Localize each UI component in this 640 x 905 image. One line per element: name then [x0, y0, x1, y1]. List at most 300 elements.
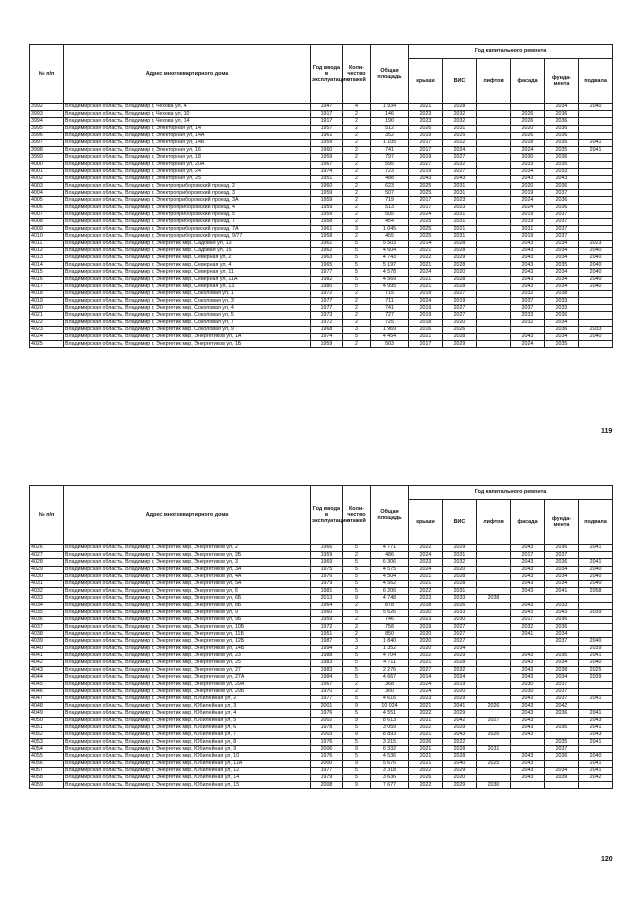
row-address: Владимирская область, Владимир г, Электорная ул, 14А [64, 132, 311, 139]
row-facade-year: 2026 [511, 111, 545, 118]
table-row [30, 154, 613, 161]
row-address: Владимирская область, Владимир г, Энергетик мкр, Соколовая ул, 5 [64, 312, 311, 319]
row-address: Владимирская область, Владимир г, Электорная ул, 16 [64, 147, 311, 154]
header-num: № п/п [30, 45, 64, 104]
row-floors: 5 [343, 334, 371, 341]
row-foundation-year: 2036 [545, 652, 579, 659]
row-area: 1 840 [371, 638, 409, 645]
row-basement-year: 2040 [579, 334, 613, 341]
row-lifts-year [477, 624, 511, 631]
table-row [30, 588, 613, 595]
row-address: Владимирская область, Владимир г, Энергетик мкр, Северная ул, 4 [64, 262, 311, 269]
row-floors: 2 [343, 139, 371, 146]
row-number: 3999 [30, 154, 64, 161]
row-area: 4 575 [371, 566, 409, 573]
row-address: Владимирская область, Владимир г, Энергетик мкр, Энергетиков ул, 3 [64, 559, 311, 566]
row-vis-year: 2027 [443, 154, 477, 161]
header-lifts: лифтов [477, 59, 511, 104]
row-foundation-year: 2035 [545, 161, 579, 168]
row-roof-year: 2024 [409, 552, 443, 559]
row-facade-year: 2043 [511, 588, 545, 595]
row-address: Владимирская область, Владимир г, Энергетик мкр, Энергетиков ул, 27А [64, 674, 311, 681]
table-row [30, 319, 613, 326]
row-foundation-year: 2037 [545, 211, 579, 218]
row-foundation-year: 2038 [545, 290, 579, 297]
row-address: Владимирская область, Владимир г, Электроприборовский проезд, 7А [64, 226, 311, 233]
header-facade: фасада [511, 59, 545, 104]
header-year-built: Год ввода в эксплуатацию [311, 486, 343, 545]
row-facade-year: 2043 [511, 724, 545, 731]
row-foundation-year [545, 731, 579, 738]
row-year-built: 1959 [311, 552, 343, 559]
row-year-built: 1978 [311, 724, 343, 731]
row-lifts-year [477, 154, 511, 161]
header-area: Общая площадь [371, 45, 409, 104]
row-floors: 2 [343, 631, 371, 638]
row-vis-year: 2020 [443, 566, 477, 573]
table-row [30, 290, 613, 297]
row-lifts-year [477, 147, 511, 154]
table-row [30, 681, 613, 688]
row-facade-year: 2043 [511, 334, 545, 341]
row-roof-year: 2023 [409, 118, 443, 125]
row-basement-year: 2058 [579, 588, 613, 595]
row-address: Владимирская область, Владимир г, Электроприборовский проезд, 5 [64, 211, 311, 218]
row-vis-year: 2032 [443, 118, 477, 125]
row-foundation-year: 2034 [545, 334, 579, 341]
row-number: 4040 [30, 645, 64, 652]
row-foundation-year: 2037 [545, 746, 579, 753]
row-number: 4001 [30, 168, 64, 175]
row-area: 1 105 [371, 139, 409, 146]
row-area: 507 [371, 190, 409, 197]
row-basement-year: 2043 [579, 717, 613, 724]
header-basement: подвала [579, 59, 613, 104]
row-lifts-year [477, 139, 511, 146]
row-year-built: 1958 [311, 233, 343, 240]
row-basement-year: 2040 [579, 573, 613, 580]
row-address: Владимирская область, Владимир г, Электорная ул, 24 [64, 168, 311, 175]
header-repair-group: Год капитального ремонта [409, 45, 613, 59]
row-address: Владимирская область, Владимир г, Энергетик мкр, Северная ул, 2 [64, 254, 311, 261]
row-foundation-year: 2036 [545, 624, 579, 631]
table-row [30, 298, 613, 305]
row-area: 505 [371, 211, 409, 218]
row-roof-year: 2019 [409, 305, 443, 312]
table-row [30, 631, 613, 638]
row-lifts-year [477, 767, 511, 774]
row-year-built: 1972 [311, 624, 343, 631]
row-roof-year: 2021 [409, 746, 443, 753]
row-foundation-year: 2039 [545, 775, 579, 782]
row-floors: 2 [343, 341, 371, 348]
row-lifts-year [477, 168, 511, 175]
row-vis-year: 2028 [443, 660, 477, 667]
row-vis-year: 2029 [443, 724, 477, 731]
row-lifts-year [477, 190, 511, 197]
row-area: 1 352 [371, 645, 409, 652]
row-year-built: 1969 [311, 559, 343, 566]
row-basement-year: 2039 [579, 645, 613, 652]
row-vis-year: 2023 [443, 204, 477, 211]
row-number: 4048 [30, 703, 64, 710]
table-row [30, 746, 613, 753]
row-basement-year [579, 175, 613, 182]
row-roof-year: 2017 [409, 341, 443, 348]
row-floors: 5 [343, 566, 371, 573]
row-lifts-year [477, 211, 511, 218]
row-lifts-year [477, 319, 511, 326]
header-address: Адрес многоквартирного дома [64, 45, 311, 104]
row-year-built: 1976 [311, 573, 343, 580]
row-facade-year: 2032 [511, 319, 545, 326]
row-year-built: 1977 [311, 767, 343, 774]
row-foundation-year [545, 595, 579, 602]
row-basement-year: 2023 [579, 240, 613, 247]
row-facade-year: 2043 [511, 753, 545, 760]
row-facade-year: 2019 [511, 233, 545, 240]
row-area: 711 [371, 298, 409, 305]
row-roof-year: 2025 [409, 183, 443, 190]
row-roof-year: 2021 [409, 276, 443, 283]
row-vis-year: 2029 [443, 695, 477, 702]
row-area: 723 [371, 168, 409, 175]
row-vis-year: 2026 [443, 326, 477, 333]
table-row [30, 595, 613, 602]
row-lifts-year [477, 739, 511, 746]
row-year-built: 1917 [311, 111, 343, 118]
row-number: 4047 [30, 695, 64, 702]
row-vis-year: 2032 [443, 559, 477, 566]
row-lifts-year [477, 681, 511, 688]
row-number: 4026 [30, 545, 64, 552]
row-vis-year: 2024 [443, 147, 477, 154]
row-foundation-year: 2035 [545, 739, 579, 746]
row-foundation-year: 2035 [545, 341, 579, 348]
row-roof-year: 2026 [409, 739, 443, 746]
row-basement-year: 2040 [579, 580, 613, 587]
row-year-built: 1961 [311, 132, 343, 139]
row-floors: 5 [343, 573, 371, 580]
row-vis-year: 2031 [443, 190, 477, 197]
row-address: Владимирская область, Владимир г, Энергетик мкр, Энергетиков ул, 29Б [64, 688, 311, 695]
row-area: 4 704 [371, 652, 409, 659]
row-floors: 2 [343, 211, 371, 218]
row-number: 4030 [30, 573, 64, 580]
row-year-built: 1976 [311, 739, 343, 746]
row-vis-year: 2032 [443, 111, 477, 118]
row-foundation-year: 2037 [545, 681, 579, 688]
row-basement-year [579, 782, 613, 789]
row-number: 4028 [30, 559, 64, 566]
table-row [30, 645, 613, 652]
row-roof-year: 2027 [409, 161, 443, 168]
row-address: Владимирская область, Владимир г, Энергетик мкр, Юбилейная ул, 14 [64, 775, 311, 782]
row-year-built: 1960 [311, 147, 343, 154]
row-address: Владимирская область, Владимир г, Энергетик мкр, Энергетиков ул, 14Б [64, 645, 311, 652]
row-facade-year: 2032 [511, 624, 545, 631]
row-vis-year: 2030 [443, 616, 477, 623]
row-facade-year: 2020 [511, 125, 545, 132]
row-foundation-year: 2037 [545, 219, 579, 226]
row-basement-year: 2041 [579, 739, 613, 746]
row-roof-year: 2026 [409, 125, 443, 132]
row-roof-year: 2018 [409, 319, 443, 326]
row-area: 486 [371, 552, 409, 559]
row-roof-year: 2027 [409, 667, 443, 674]
table-row [30, 175, 613, 182]
row-number: 4053 [30, 739, 64, 746]
row-address: Владимирская область, Владимир г, Энергетик мкр, Садовая ул, 15 [64, 247, 311, 254]
row-year-built: 2002 [311, 717, 343, 724]
row-facade-year: 2043 [511, 667, 545, 674]
row-facade-year: 2031 [511, 226, 545, 233]
row-vis-year: 2028 [443, 104, 477, 111]
document-page-119 [0, 0, 640, 452]
row-area: 4 995 [371, 283, 409, 290]
row-address: Владимирская область, Владимир г, Энергетик мкр, Юбилейная ул, 4 [64, 710, 311, 717]
row-facade-year: 2020 [511, 183, 545, 190]
row-roof-year: 2020 [409, 631, 443, 638]
table-row [30, 125, 613, 132]
row-address: Владимирская область, Владимир г, Энергетик мкр, Садовая ул, 13 [64, 240, 311, 247]
row-lifts-year [477, 559, 511, 566]
table-body [30, 545, 613, 789]
table-row [30, 731, 613, 738]
table-row [30, 638, 613, 645]
row-facade-year: 2043 [511, 717, 545, 724]
row-foundation-year: 2037 [545, 552, 579, 559]
row-lifts-year [477, 602, 511, 609]
row-lifts-year [477, 262, 511, 269]
row-lifts-year [477, 276, 511, 283]
row-roof-year: 2017 [409, 139, 443, 146]
row-address: Владимирская область, Владимир г, Энергетик мкр, Энергетиков ул, 6Б [64, 595, 311, 602]
table-row [30, 775, 613, 782]
header-facade: фасада [511, 500, 545, 545]
row-floors: 5 [343, 667, 371, 674]
row-year-built: 1979 [311, 580, 343, 587]
row-roof-year: 2021 [409, 703, 443, 710]
row-roof-year: 2020 [409, 638, 443, 645]
row-number: 3992 [30, 104, 64, 111]
row-year-built: 1977 [311, 269, 343, 276]
row-floors: 5 [343, 269, 371, 276]
row-number: 4050 [30, 717, 64, 724]
row-foundation-year: 2043 [545, 609, 579, 616]
row-address: Владимирская область, Владимир г, Энергетик мкр, Энергетиков ул, 6 [64, 588, 311, 595]
row-facade-year [511, 595, 545, 602]
row-basement-year: 2039 [579, 674, 613, 681]
header-foundation: фунда-мента [545, 59, 579, 104]
row-vis-year: 2042 [443, 717, 477, 724]
row-floors: 9 [343, 717, 371, 724]
row-floors: 3 [343, 226, 371, 233]
row-roof-year: 2022 [409, 710, 443, 717]
row-vis-year: 2043 [443, 731, 477, 738]
row-area: 741 [371, 305, 409, 312]
row-floors: 3 [343, 645, 371, 652]
row-vis-year: 2027 [443, 638, 477, 645]
row-number: 4056 [30, 760, 64, 767]
row-vis-year: 2029 [443, 767, 477, 774]
row-facade-year [511, 104, 545, 111]
row-number: 4029 [30, 566, 64, 573]
row-facade-year: 2043 [511, 760, 545, 767]
row-area: 4 604 [371, 247, 409, 254]
row-vis-year: 2031 [443, 183, 477, 190]
row-area: 741 [371, 147, 409, 154]
row-basement-year: 2033 [579, 326, 613, 333]
row-vis-year: 2028 [443, 240, 477, 247]
row-floors: 5 [343, 674, 371, 681]
row-number: 4004 [30, 190, 64, 197]
row-lifts-year [477, 616, 511, 623]
row-number: 4035 [30, 609, 64, 616]
table-row [30, 240, 613, 247]
row-basement-year: 2025 [579, 667, 613, 674]
row-roof-year: 2024 [409, 211, 443, 218]
row-area: 2 276 [371, 667, 409, 674]
row-area: 4 578 [371, 269, 409, 276]
row-basement-year: 2041 [579, 545, 613, 552]
row-foundation-year: 2043 [545, 175, 579, 182]
row-floors: 4 [343, 104, 371, 111]
row-basement-year: 2040 [579, 254, 613, 261]
row-vis-year: 2027 [443, 631, 477, 638]
row-year-built: 1959 [311, 139, 343, 146]
row-foundation-year: 2034 [545, 566, 579, 573]
row-address: Владимирская область, Владимир г, Энергетик мкр, Энергетиков ул, 9 [64, 609, 311, 616]
row-vis-year: 2026 [443, 602, 477, 609]
row-lifts-year [477, 660, 511, 667]
row-facade-year [511, 326, 545, 333]
header-roof: крыши [409, 500, 443, 545]
row-address: Владимирская область, Владимир г, Энергетик мкр, Северная ул, 11А [64, 276, 311, 283]
row-facade-year: 2043 [511, 775, 545, 782]
row-facade-year: 2043 [511, 767, 545, 774]
row-area: 878 [371, 602, 409, 609]
capital-repair-table [29, 44, 613, 348]
row-year-built: 1964 [311, 602, 343, 609]
row-floors: 5 [343, 276, 371, 283]
row-number: 4023 [30, 326, 64, 333]
row-year-built: 1968 [311, 326, 343, 333]
table-row [30, 190, 613, 197]
row-lifts-year [477, 312, 511, 319]
row-floors: 2 [343, 190, 371, 197]
header-lifts: лифтов [477, 500, 511, 545]
row-number: 4013 [30, 254, 64, 261]
row-address: Владимирская область, Владимир г, Энергетик мкр, Юбилейная ул, 2 [64, 695, 311, 702]
row-foundation-year: 2036 [545, 559, 579, 566]
row-foundation-year: 2036 [545, 125, 579, 132]
header-num: № п/п [30, 486, 64, 545]
row-roof-year: 2022 [409, 767, 443, 774]
row-area: 3 059 [371, 724, 409, 731]
row-vis-year: 2020 [443, 775, 477, 782]
row-lifts-year [477, 204, 511, 211]
row-foundation-year: 2036 [545, 545, 579, 552]
row-year-built: 1965 [311, 262, 343, 269]
row-facade-year: 2043 [511, 276, 545, 283]
row-year-built: 1974 [311, 334, 343, 341]
row-facade-year: 2043 [511, 175, 545, 182]
row-foundation-year: 2036 [545, 111, 579, 118]
row-basement-year: 2042 [579, 775, 613, 782]
row-year-built: 2006 [311, 746, 343, 753]
row-foundation-year: 2037 [545, 226, 579, 233]
row-facade-year: 2033 [511, 312, 545, 319]
row-foundation-year: 2035 [545, 139, 579, 146]
row-foundation-year: 2036 [545, 204, 579, 211]
row-roof-year: 2025 [409, 219, 443, 226]
row-lifts-year [477, 631, 511, 638]
row-roof-year: 2017 [409, 204, 443, 211]
row-roof-year: 2021 [409, 731, 443, 738]
table-row [30, 609, 613, 616]
row-area: 6 332 [371, 746, 409, 753]
row-roof-year: 2021 [409, 283, 443, 290]
row-foundation-year: 2034 [545, 240, 579, 247]
row-foundation-year: 2036 [545, 326, 579, 333]
row-basement-year [579, 125, 613, 132]
row-floors: 2 [343, 147, 371, 154]
row-foundation-year: 2037 [545, 233, 579, 240]
row-floors: 2 [343, 219, 371, 226]
table-row [30, 580, 613, 587]
row-number: 4000 [30, 161, 64, 168]
row-vis-year: 2029 [443, 254, 477, 261]
row-basement-year [579, 319, 613, 326]
row-basement-year: 2041 [579, 559, 613, 566]
row-foundation-year: 2034 [545, 319, 579, 326]
row-number: 4012 [30, 247, 64, 254]
row-basement-year: 2041 [579, 710, 613, 717]
row-foundation-year: 2035 [545, 147, 579, 154]
row-basement-year [579, 197, 613, 204]
row-number: 4046 [30, 688, 64, 695]
row-facade-year: 2026 [511, 132, 545, 139]
table-row [30, 326, 613, 333]
row-address: Владимирская область, Владимир г, Энергетик мкр, Энергетиков ул, 29А [64, 681, 311, 688]
row-foundation-year: 2033 [545, 602, 579, 609]
row-lifts-year [477, 247, 511, 254]
row-number: 4038 [30, 631, 64, 638]
row-basement-year [579, 233, 613, 240]
table-row [30, 168, 613, 175]
header-repair-group: Год капитального ремонта [409, 486, 613, 500]
row-roof-year: 2026 [409, 775, 443, 782]
table-row [30, 695, 613, 702]
row-vis-year: 2024 [443, 674, 477, 681]
row-floors: 2 [343, 298, 371, 305]
row-roof-year: 2023 [409, 616, 443, 623]
row-number: 3998 [30, 147, 64, 154]
row-number: 4051 [30, 724, 64, 731]
row-year-built: 1982 [311, 276, 343, 283]
row-year-built: 1977 [311, 695, 343, 702]
row-lifts-year: 2026 [477, 703, 511, 710]
row-year-built: 1959 [311, 341, 343, 348]
row-number: 4017 [30, 283, 64, 290]
row-year-built: 1961 [311, 226, 343, 233]
row-year-built: 1960 [311, 183, 343, 190]
table-row [30, 739, 613, 746]
row-number: 4022 [30, 319, 64, 326]
header-roof: крыши [409, 59, 443, 104]
header-basement: подвала [579, 500, 613, 545]
